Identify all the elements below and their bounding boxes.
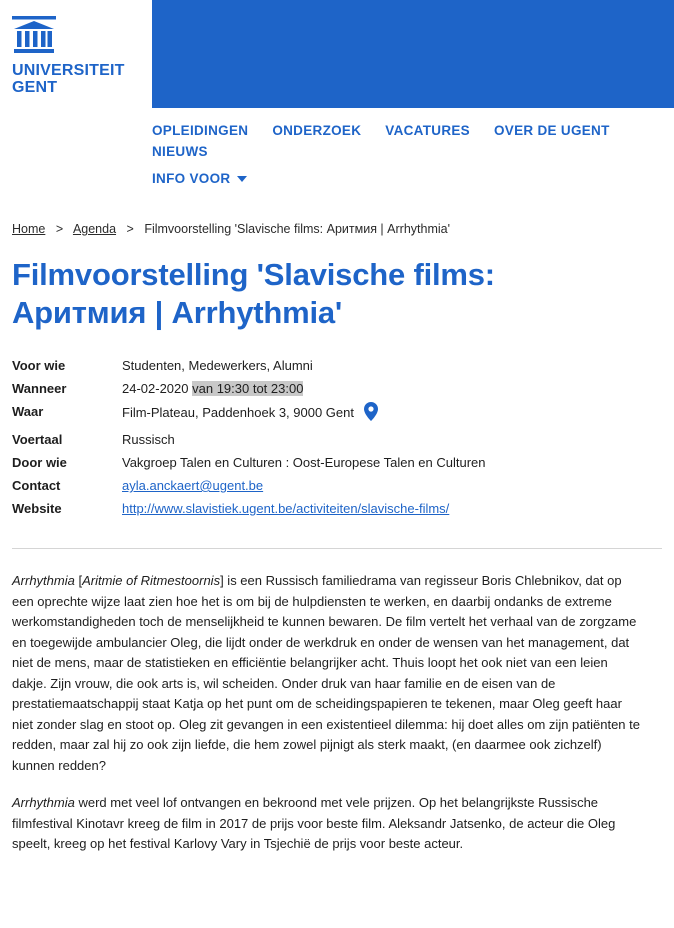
film-title-em-1: Arrhythmia <box>12 573 75 588</box>
film-title-em-2: Arrhythmia <box>12 795 75 810</box>
logo-line-2: GENT <box>12 79 58 96</box>
page-title: Filmvoorstelling 'Slavische films: Аритмия | Arrhythmia' <box>12 257 495 330</box>
nav-item-opleidingen[interactable]: OPLEIDINGEN <box>152 123 249 138</box>
section-divider <box>12 548 662 549</box>
table-row <box>12 354 486 377</box>
header-banner <box>152 0 674 108</box>
table-row <box>12 428 486 451</box>
table-row <box>12 497 486 520</box>
event-date: 24-02-2020 <box>122 381 193 396</box>
nav-item-over-de-ugent[interactable]: OVER DE UGENT <box>493 123 610 138</box>
detail-value-voertaal: Russisch <box>122 432 175 447</box>
detail-label-waar: Waar <box>12 404 44 419</box>
detail-label-wanneer: Wanneer <box>12 381 67 396</box>
ugent-logo[interactable] <box>0 0 152 108</box>
breadcrumb <box>12 222 674 236</box>
site-header <box>0 0 674 108</box>
map-pin-icon[interactable] <box>364 402 378 426</box>
contact-email-link[interactable]: ayla.anckaert@ugent.be <box>122 478 264 493</box>
main-navigation <box>0 108 674 168</box>
detail-label-voor-wie: Voor wie <box>12 358 66 373</box>
event-time-highlighted: van 19:30 tot 23:00 <box>192 381 304 396</box>
detail-label-website: Website <box>12 501 62 516</box>
website-link[interactable]: http://www.slavistiek.ugent.be/activiteiten/slavische-films/ <box>122 501 450 516</box>
detail-value-contact <box>122 474 486 497</box>
breadcrumb-separator-1: > <box>55 222 64 236</box>
nav-item-onderzoek[interactable]: ONDERZOEK <box>272 123 362 138</box>
description-paragraph-1 <box>12 571 644 776</box>
nav-item-nieuws[interactable]: NIEUWS <box>152 144 208 159</box>
breadcrumb-separator-2: > <box>126 222 134 236</box>
detail-value-waar <box>122 400 486 428</box>
event-description <box>12 571 644 855</box>
film-title-translation: Aritmie of Ritmestoornis <box>82 573 221 588</box>
nav-item-info-voor-label: INFO VOOR <box>152 171 231 186</box>
breadcrumb-home[interactable]: Home <box>12 222 46 236</box>
detail-label-contact: Contact <box>12 478 61 493</box>
paragraph1-open: [ <box>74 573 83 588</box>
university-building-icon <box>12 16 56 54</box>
detail-value-door-wie: Vakgroep Talen en Culturen : Oost-Europese Talen en Culturen <box>122 455 486 470</box>
paragraph1-rest: ] is een Russisch familiedrama van regisseur Boris Chlebnikov, dat op een oprechte wijze laat zien hoe het is om bij de hulpdiensten te werken, en daarbij ondanks de extreme werkomstandigheden toch de menselijkheid te kunnen bewaren. De film vertelt het verhaal van de zorgzame en toegewijde ambulancier Oleg, die lijdt onder de werkdruk en onder de wensen van het management, dat niet de mens, maar de statistieken en efficiëntie belangrijker acht. Thuis loopt het ook niet van een leien dakje. Zijn vrouw, die ook arts is, wil scheiden. Onder druk van haar familie en de eisen van de prestatiemaatschappij staat Katja op het punt om de scheidingspapieren te tekenen, maar Oleg geeft haar niet zonder slag en stoot op. Oleg zit gevangen in een existentieel dilemma: hij doet alles om zijn patiënten te redden, maar zal hij zo ook zijn liefde, die hem zowel pijnigt als sterk maakt, (en daarmee ook zichzelf) kunnen redden? <box>12 573 640 773</box>
detail-label-door-wie: Door wie <box>12 455 67 470</box>
breadcrumb-agenda[interactable]: Agenda <box>72 222 117 236</box>
detail-label-voertaal: Voertaal <box>12 432 63 447</box>
table-row <box>12 377 486 400</box>
event-details-table <box>12 354 486 520</box>
logo-line-1: UNIVERSITEIT <box>12 62 125 79</box>
logo-wordmark <box>12 62 152 96</box>
description-paragraph-2 <box>12 793 644 855</box>
chevron-down-icon <box>237 176 247 182</box>
event-location: Film-Plateau, Paddenhoek 3, 9000 Gent <box>122 405 354 420</box>
table-row <box>12 451 486 474</box>
nav-item-info-voor[interactable] <box>152 171 247 186</box>
nav-item-vacatures[interactable]: VACATURES <box>385 123 470 138</box>
detail-value-website <box>122 497 486 520</box>
detail-value-voor-wie: Studenten, Medewerkers, Alumni <box>122 358 313 373</box>
breadcrumb-current: Filmvoorstelling 'Slavische films: Аритмия | Arrhythmia' <box>144 222 450 236</box>
paragraph2-rest: werd met veel lof ontvangen en bekroond met vele prijzen. Op het belangrijkste Russische filmfestival Kinotavr kreeg de film in 2017 de prijs voor beste film. Aleksandr Jatsenko, de acteur die Oleg speelt, kreeg op het festival Karlovy Vary in Tsjechië de prijs voor beste acteur. <box>12 795 616 851</box>
table-row <box>12 474 486 497</box>
secondary-navigation <box>0 168 674 188</box>
detail-value-wanneer <box>122 377 486 400</box>
table-row <box>12 400 486 428</box>
